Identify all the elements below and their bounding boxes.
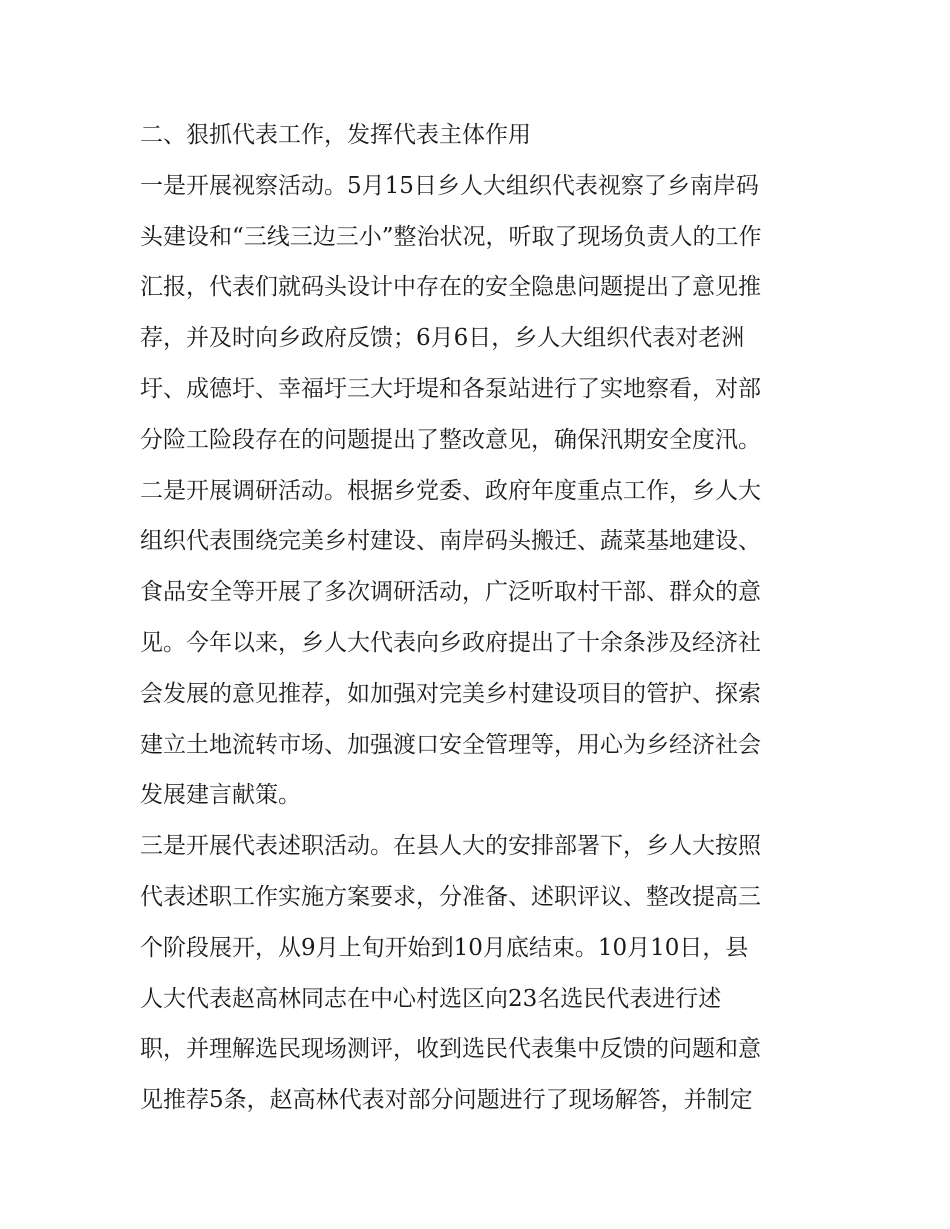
section-heading: 二、狠抓代表工作，发挥代表主体作用: [140, 122, 531, 148]
text-line: 发展建言献策。: [140, 782, 301, 809]
text-line: 一是开展视察活动。5月15日乡人大组织代表视察了乡南岸码: [140, 172, 759, 199]
text-line: 荐，并及时向乡政府反馈；6月6日，乡人大组织代表对老洲: [140, 325, 745, 352]
text-line: 分险工险段存在的问题提出了整改意见，确保汛期安全度汛。: [140, 426, 761, 453]
text-line: 建立土地流转市场、加强渡口安全管理等，用心为乡经济社会: [140, 731, 761, 758]
text-line: 职，并理解选民现场测评，收到选民代表集中反馈的问题和意: [140, 1036, 761, 1063]
text-line: 个阶段展开，从9月上旬开始到10月底结束。10月10日，县: [140, 934, 749, 961]
document-body: [140, 110, 820, 1126]
text-line: 二是开展调研活动。根据乡党委、政府年度重点工作，乡人大: [140, 477, 761, 504]
text-line: 汇报，代表们就码头设计中存在的安全隐患问题提出了意见推: [140, 274, 761, 301]
text-line: 组织代表围绕完美乡村建设、南岸码头搬迁、蔬菜基地建设、: [140, 528, 761, 555]
text-line: 圩、成德圩、幸福圩三大圩堤和各泵站进行了实地察看，对部: [140, 375, 761, 402]
text-line: 人大代表赵高林同志在中心村选区向23名选民代表进行述: [140, 985, 722, 1012]
text-line: 见推荐5条，赵高林代表对部分问题进行了现场解答，并制定: [140, 1087, 753, 1114]
text-line: 食品安全等开展了多次调研活动，广泛听取村干部、群众的意: [140, 579, 761, 606]
text-line: 会发展的意见推荐，如加强对完美乡村建设项目的管护、探索: [140, 680, 761, 707]
text-line: 头建设和“三线三边三小”整治状况，听取了现场负责人的工作: [140, 223, 762, 250]
text-line: 见。今年以来，乡人大代表向乡政府提出了十余条涉及经济社: [140, 629, 761, 656]
text-line: 三是开展代表述职活动。在县人大的安排部署下，乡人大按照: [140, 833, 761, 860]
text-line: 代表述职工作实施方案要求，分准备、述职评议、整改提高三: [140, 883, 761, 910]
